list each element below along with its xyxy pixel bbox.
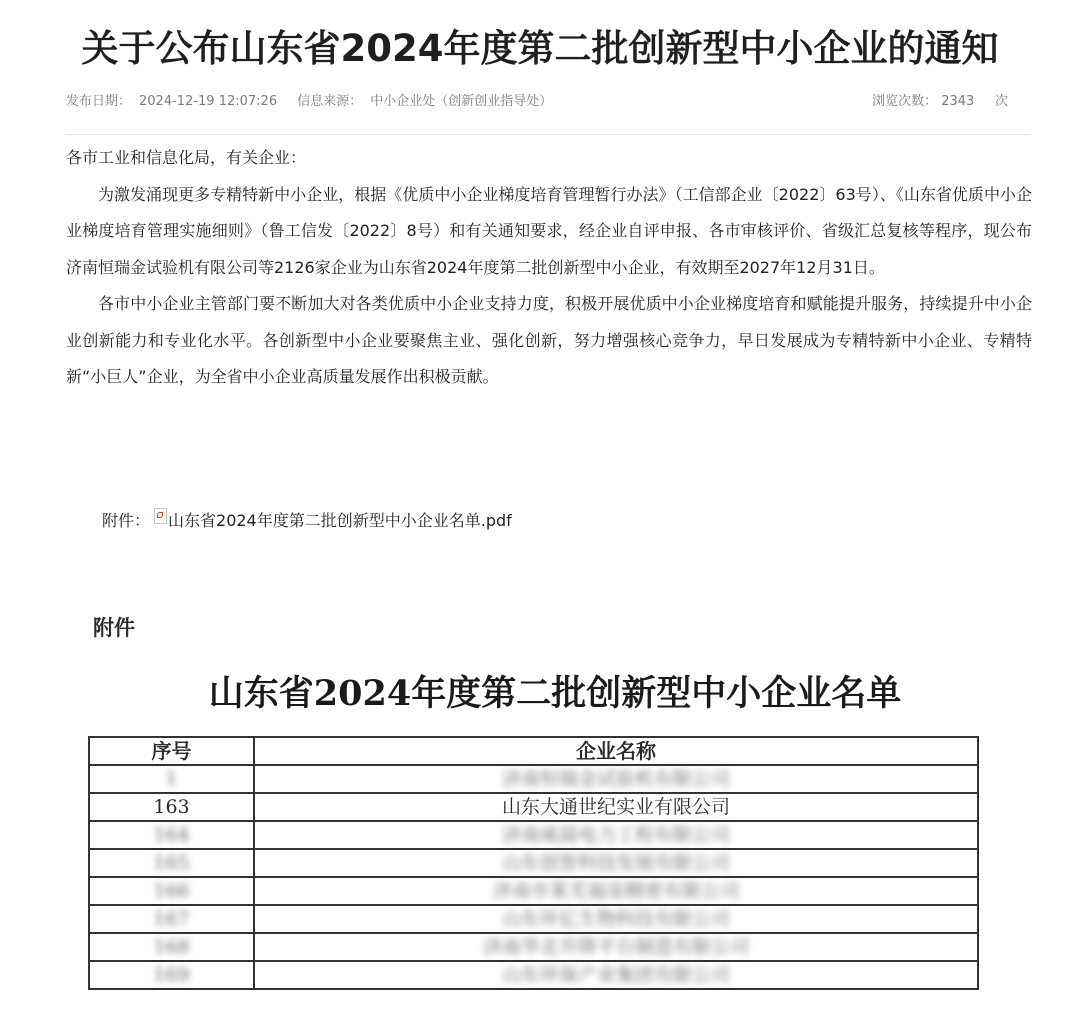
row-company-name: 山东大通世纪实业有限公司	[254, 793, 978, 821]
paragraph-1: 为激发涌现更多专精特新中小企业，根据《优质中小企业梯度培育管理暂行办法》（工信部企业〔2022〕63号）、《山东省优质中小企业梯度培育管理实施细则》（鲁工信发〔2022〕8号）和有关通知要求，经企业自评申报、各市审核评价、省级汇总复核等程序，现公布济南恒瑞金试验机有限公司等2126家企业为山东省2024年度第二批创新型中小企业，有效期至2027年12月31日。	[66, 184, 1032, 277]
table-row	[89, 765, 978, 793]
meta-divider	[66, 134, 1030, 135]
table-header-row	[89, 737, 978, 765]
table-row	[89, 905, 978, 933]
publish-date-value: 2024-12-19 12:07:26	[139, 94, 278, 109]
row-company-name: 山东创智科技发展有限公司	[254, 849, 978, 877]
page-title: 关于公布山东省2024年度第二批创新型中小企业的通知	[81, 27, 999, 70]
row-number: 167	[89, 905, 254, 933]
row-number: 166	[89, 877, 254, 905]
row-company-name: 济南市莱芜福泉精密有限公司	[254, 877, 978, 905]
table-row	[89, 821, 978, 849]
row-number: 164	[89, 821, 254, 849]
scan-bottom-fade	[0, 1008, 1080, 1026]
row-company-name: 济南威晨电力工程有限公司	[254, 821, 978, 849]
scan-label: 附件	[93, 616, 135, 640]
attachment-row	[102, 508, 512, 531]
row-company-name: 山东环亿生物科技有限公司	[254, 905, 978, 933]
column-header-company-name: 企业名称	[254, 737, 978, 765]
article-body	[66, 140, 1032, 396]
row-company-name: 山东环保产业集团有限公司	[254, 961, 978, 989]
row-number: 168	[89, 933, 254, 961]
meta-left	[66, 90, 568, 109]
table-row	[89, 877, 978, 905]
view-count	[872, 90, 1008, 109]
table-row	[89, 933, 978, 961]
attachment-link[interactable]: 山东省2024年度第二批创新型中小企业名单.pdf	[168, 511, 512, 530]
info-source-label: 信息来源：	[297, 94, 363, 109]
info-source-value: 中小企业处（创新创业指导处）	[370, 94, 553, 109]
table-row	[89, 849, 978, 877]
row-number: 169	[89, 961, 254, 989]
salutation: 各市工业和信息化局，有关企业：	[66, 148, 307, 167]
scan-title: 山东省2024年度第二批创新型中小企业名单	[208, 673, 902, 714]
article-meta	[66, 90, 1030, 110]
info-source	[297, 94, 560, 109]
table-row	[89, 793, 978, 821]
view-count-value: 2343	[941, 94, 975, 109]
row-number: 1	[89, 765, 254, 793]
company-list-table	[88, 736, 979, 990]
row-number: 163	[89, 793, 254, 821]
publish-date	[66, 94, 285, 109]
row-company-name: 济南华北升降平台制造有限公司	[254, 933, 978, 961]
column-header-number: 序号	[89, 737, 254, 765]
row-company-name: 济南恒瑞金试验机有限公司	[254, 765, 978, 793]
row-number: 165	[89, 849, 254, 877]
view-count-label: 浏览次数：	[872, 94, 938, 109]
paragraph-2: 各市中小企业主管部门要不断加大对各类优质中小企业支持力度，积极开展优质中小企业梯度培育和赋能提升服务，持续提升中小企业创新能力和专业化水平。各创新型中小企业要聚焦主业、强化创新，努力增强核心竞争力，早日发展成为专精特新中小企业、专精特新“小巨人”企业，为全省中小企业高质量发展作出积极贡献。	[66, 294, 1032, 386]
view-count-unit: 次	[994, 94, 1008, 109]
publish-date-label: 发布日期：	[66, 94, 132, 109]
attachment-scan-image	[0, 566, 1080, 1026]
attachment-label: 附件：	[102, 511, 151, 530]
table-row	[89, 961, 978, 989]
pdf-file-icon	[154, 508, 167, 524]
